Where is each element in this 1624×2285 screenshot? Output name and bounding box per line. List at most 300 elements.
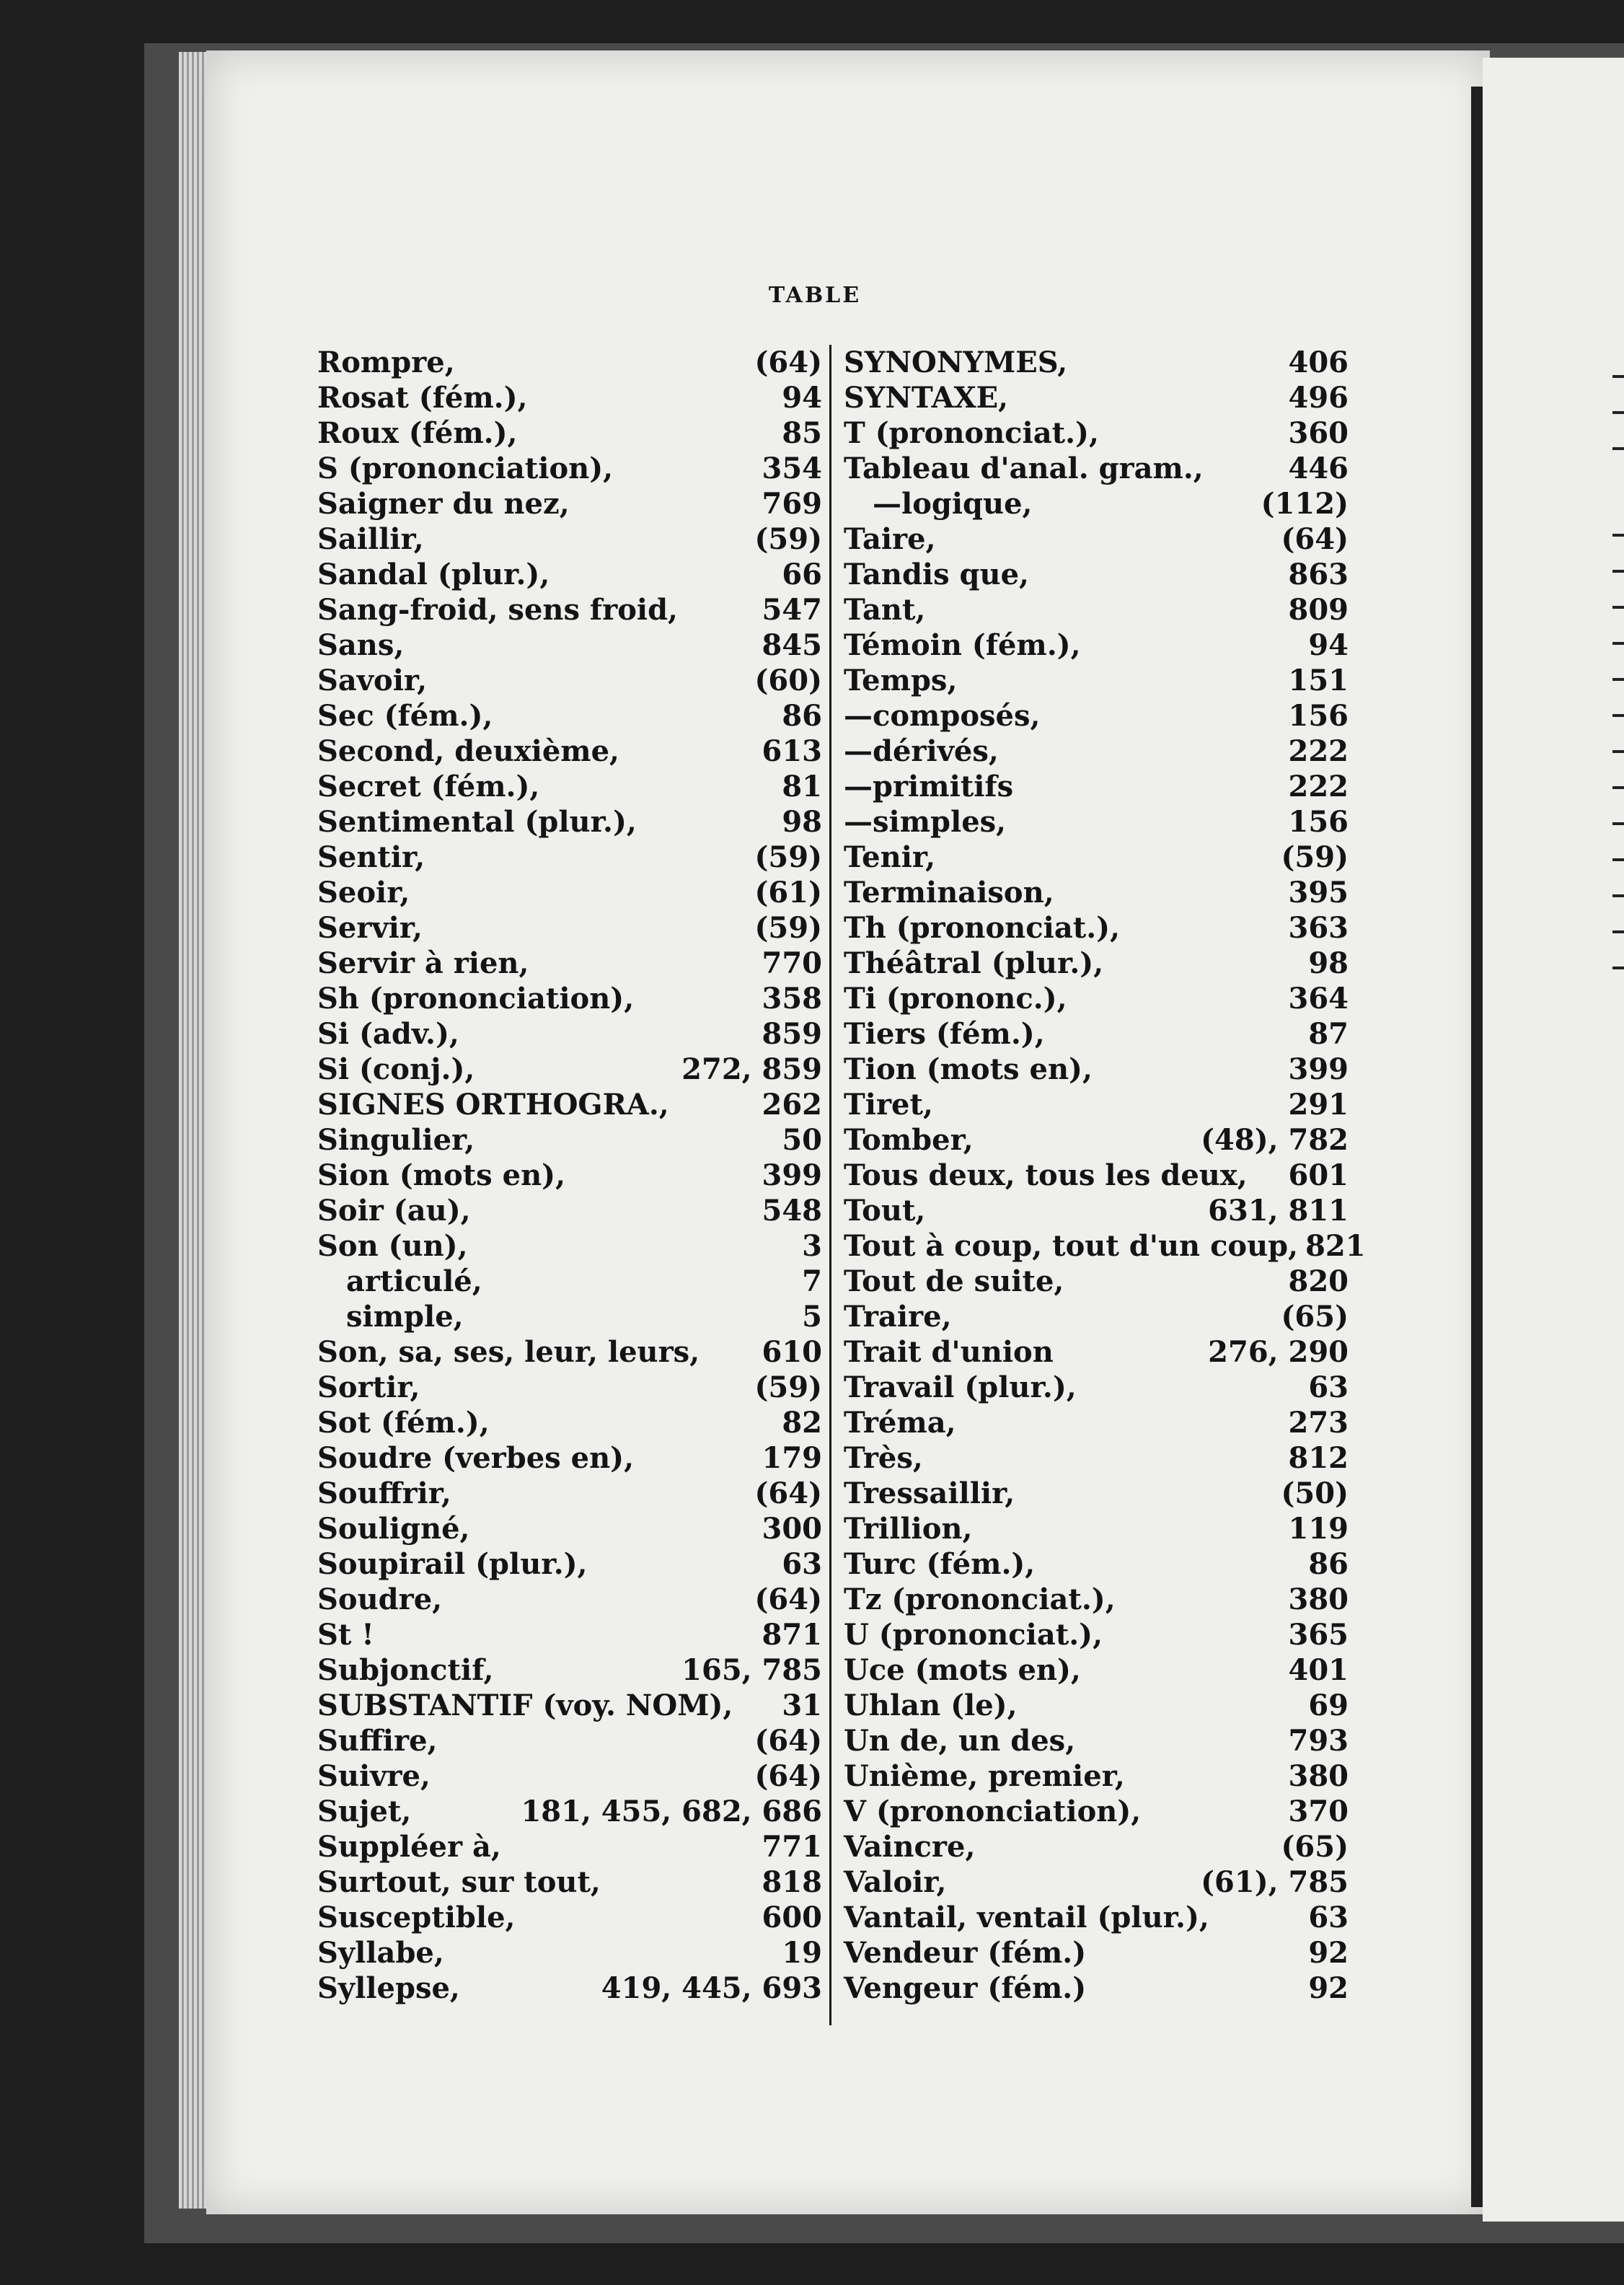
index-term: V (prononciation),	[844, 1795, 1142, 1828]
index-page-refs: (65)	[1281, 1830, 1349, 1864]
index-page-refs: 92	[1308, 1971, 1349, 2005]
index-page-refs: 820	[1288, 1264, 1349, 1298]
index-term: Suffire,	[317, 1724, 438, 1758]
index-page-refs: 63	[1308, 1901, 1349, 1934]
index-entry	[844, 769, 1349, 804]
index-term: Terminaison,	[844, 876, 1054, 910]
index-entry	[317, 628, 822, 663]
index-term: SUBSTANTIF (voy. NOM),	[317, 1689, 733, 1722]
index-page-refs: 771	[762, 1830, 822, 1864]
index-entry	[844, 592, 1349, 628]
index-page-refs: 276, 290	[1208, 1335, 1349, 1369]
index-page-refs: 262	[762, 1088, 822, 1122]
index-entry	[317, 345, 822, 380]
index-entry	[317, 1864, 822, 1900]
index-entry	[844, 1440, 1349, 1476]
index-term: —logique,	[873, 487, 1033, 521]
index-term: Savoir,	[317, 664, 428, 697]
index-entry	[844, 380, 1349, 415]
index-entry	[317, 1087, 822, 1122]
index-entry	[317, 1158, 822, 1193]
index-entry	[317, 1652, 822, 1688]
index-entry	[844, 804, 1349, 840]
index-column-right	[844, 345, 1366, 2006]
index-entry	[844, 698, 1349, 734]
index-entry	[317, 910, 822, 946]
index-term: Trait d'union	[844, 1335, 1054, 1369]
index-term: Souffrir,	[317, 1476, 451, 1510]
index-entry	[844, 628, 1349, 663]
index-term: Tant,	[844, 593, 926, 627]
index-entry	[844, 840, 1349, 875]
index-term: Vaincre,	[844, 1830, 976, 1864]
index-page-refs: (59)	[754, 522, 822, 556]
index-entry	[317, 486, 822, 521]
index-page-refs: 770	[762, 946, 822, 980]
facing-rule	[1612, 534, 1624, 537]
index-page-refs: 94	[782, 381, 822, 415]
index-page-refs: (61), 785	[1201, 1865, 1349, 1899]
facing-rule	[1612, 570, 1624, 573]
index-term: Tomber,	[844, 1123, 974, 1157]
index-term: —simples,	[844, 805, 1007, 839]
index-page-refs: 809	[1288, 593, 1349, 627]
index-entry	[844, 1511, 1349, 1546]
index-page-refs: 291	[1288, 1088, 1349, 1122]
index-page-refs: (50)	[1281, 1476, 1349, 1510]
index-term: articulé,	[346, 1264, 482, 1298]
index-entry	[844, 486, 1349, 521]
index-page-refs: (48), 782	[1201, 1123, 1349, 1157]
index-page-refs: 821	[1305, 1229, 1366, 1263]
index-page-refs: (59)	[754, 911, 822, 945]
facing-rule	[1612, 642, 1624, 645]
index-term: Tz (prononciat.),	[844, 1582, 1116, 1616]
book-gutter	[1471, 87, 1483, 2207]
index-page-refs: 399	[1288, 1052, 1349, 1086]
index-term: Théâtral (plur.),	[844, 946, 1104, 980]
index-term: SIGNES ORTHOGRA.,	[317, 1088, 669, 1122]
index-page-refs: 86	[1308, 1547, 1349, 1581]
index-page-refs: 94	[1308, 628, 1349, 662]
index-page-refs: 871	[762, 1618, 822, 1652]
index-entry	[317, 1264, 822, 1299]
index-entry	[844, 663, 1349, 698]
index-entry	[317, 1511, 822, 1546]
index-page-refs: 845	[762, 628, 822, 662]
index-page-refs: 363	[1288, 911, 1349, 945]
index-term: —dérivés,	[844, 734, 999, 768]
index-term: Vantail, ventail (plur.),	[844, 1901, 1209, 1934]
index-term: Tout,	[844, 1194, 926, 1228]
index-entry	[844, 1971, 1349, 2006]
index-term: Trillion,	[844, 1512, 973, 1546]
facing-rule	[1612, 606, 1624, 609]
index-entry	[844, 1864, 1349, 1900]
index-term: Si (adv.),	[317, 1017, 459, 1051]
index-page-refs: 87	[1308, 1017, 1349, 1051]
index-term: SYNTAXE,	[844, 381, 1009, 415]
index-term: Soudre (verbes en),	[317, 1441, 635, 1475]
index-page-refs: 547	[762, 593, 822, 627]
index-page-refs: 859	[762, 1017, 822, 1051]
index-term: Susceptible,	[317, 1901, 516, 1934]
index-page-refs: 610	[762, 1335, 822, 1369]
index-entry	[317, 1334, 822, 1370]
index-entry	[844, 1264, 1349, 1299]
index-term: Uhlan (le),	[844, 1689, 1018, 1722]
index-entry	[317, 1900, 822, 1935]
index-term: Unième, premier,	[844, 1759, 1125, 1793]
index-page-refs: 165, 785	[681, 1653, 822, 1687]
index-entry	[317, 1370, 822, 1405]
index-page-refs: 354	[762, 452, 822, 485]
index-entry	[317, 1440, 822, 1476]
index-column-left	[317, 345, 822, 2006]
index-term: Rompre,	[317, 345, 455, 379]
facing-rule	[1612, 447, 1624, 450]
index-page-refs: 769	[762, 487, 822, 521]
index-entry	[844, 1617, 1349, 1652]
index-term: Si (conj.),	[317, 1052, 475, 1086]
index-term: Traire,	[844, 1300, 952, 1334]
index-entry	[844, 1582, 1349, 1617]
index-page-refs: 601	[1288, 1158, 1349, 1192]
index-term: Tous deux, tous les deux,	[844, 1158, 1248, 1192]
index-entry	[317, 698, 822, 734]
index-page-refs: 179	[762, 1441, 822, 1475]
index-term: simple,	[346, 1300, 464, 1334]
index-page-refs: 446	[1288, 452, 1349, 485]
index-term: —composés,	[844, 699, 1041, 733]
index-page-refs: 793	[1288, 1724, 1349, 1758]
index-page-refs: 7	[802, 1264, 822, 1298]
index-page-refs: (59)	[754, 840, 822, 874]
index-term: Saillir,	[317, 522, 424, 556]
index-entry	[844, 1723, 1349, 1758]
index-page-refs: 82	[782, 1406, 822, 1440]
index-term: Vendeur (fém.)	[844, 1936, 1087, 1970]
index-page-refs: 50	[782, 1123, 822, 1157]
index-term: Témoin (fém.),	[844, 628, 1081, 662]
index-entry	[317, 1758, 822, 1794]
index-term: Temps,	[844, 664, 958, 697]
index-entry	[317, 415, 822, 451]
index-entry	[844, 521, 1349, 557]
index-page-refs: 496	[1288, 381, 1349, 415]
index-entry	[317, 1794, 822, 1829]
index-entry	[317, 804, 822, 840]
index-page-refs: 812	[1288, 1441, 1349, 1475]
index-term: Uce (mots en),	[844, 1653, 1081, 1687]
facing-rule	[1612, 858, 1624, 861]
index-page-refs: 5	[802, 1300, 822, 1334]
index-page-refs: 63	[782, 1547, 822, 1581]
facing-rule	[1612, 822, 1624, 825]
index-page-refs: 222	[1288, 770, 1349, 804]
facing-rule	[1612, 678, 1624, 681]
index-term: Tiret,	[844, 1088, 933, 1122]
index-entry	[844, 1935, 1349, 1971]
index-term: Saigner du nez,	[317, 487, 570, 521]
index-entry	[844, 345, 1349, 380]
index-term: Singulier,	[317, 1123, 475, 1157]
index-page-refs: 81	[782, 770, 822, 804]
index-term: Sujet,	[317, 1795, 412, 1828]
index-entry	[844, 1158, 1349, 1193]
index-entry	[317, 1688, 822, 1723]
index-entry	[317, 592, 822, 628]
index-page-refs: 863	[1288, 558, 1349, 591]
index-page-refs: 156	[1288, 805, 1349, 839]
facing-rule	[1612, 411, 1624, 414]
facing-rule	[1612, 786, 1624, 789]
index-term: Turc (fém.),	[844, 1547, 1036, 1581]
facing-rule	[1612, 714, 1624, 717]
index-term: Servir à rien,	[317, 946, 529, 980]
index-page-refs: 631, 811	[1208, 1194, 1349, 1228]
index-term: Travail (plur.),	[844, 1370, 1077, 1404]
index-entry	[844, 1228, 1366, 1264]
index-term: Vengeur (fém.)	[844, 1971, 1087, 2005]
index-entry	[317, 1935, 822, 1971]
index-entry	[317, 1299, 822, 1334]
index-page-refs: 370	[1288, 1795, 1349, 1828]
index-entry	[317, 1617, 822, 1652]
index-term: Surtout, sur tout,	[317, 1865, 601, 1899]
index-entry	[844, 1334, 1349, 1370]
column-divider	[829, 345, 831, 2025]
index-entry	[317, 1829, 822, 1864]
index-term: Tressaillir,	[844, 1476, 1015, 1510]
index-entry	[317, 840, 822, 875]
index-term: Tenir,	[844, 840, 935, 874]
index-entry	[317, 663, 822, 698]
index-page-refs: 69	[1308, 1689, 1349, 1722]
index-page-refs: 399	[762, 1158, 822, 1192]
index-page-refs: 273	[1288, 1406, 1349, 1440]
facing-rule	[1612, 750, 1624, 753]
index-page-refs: 548	[762, 1194, 822, 1228]
index-term: Sec (fém.),	[317, 699, 493, 733]
index-page-refs: 66	[782, 558, 822, 591]
index-term: Son, sa, ses, leur, leurs,	[317, 1335, 700, 1369]
index-entry	[844, 1370, 1349, 1405]
index-page-refs: 86	[782, 699, 822, 733]
index-page-refs: 92	[1308, 1936, 1349, 1970]
index-page-refs: 380	[1288, 1582, 1349, 1616]
index-page-refs: 31	[782, 1689, 822, 1722]
index-page-refs: 613	[762, 734, 822, 768]
index-term: St !	[317, 1618, 374, 1652]
index-page-refs: (59)	[1281, 840, 1349, 874]
index-page-refs: 98	[782, 805, 822, 839]
index-term: Tion (mots en),	[844, 1052, 1093, 1086]
index-entry	[844, 557, 1349, 592]
index-page-refs: 151	[1288, 664, 1349, 697]
index-term: T (prononciat.),	[844, 416, 1099, 450]
index-entry	[317, 946, 822, 981]
index-page-refs: 98	[1308, 946, 1349, 980]
index-term: S (prononciation),	[317, 452, 614, 485]
index-term: Sortir,	[317, 1370, 420, 1404]
index-entry	[317, 1546, 822, 1582]
index-entry	[317, 1122, 822, 1158]
index-entry	[844, 1087, 1349, 1122]
index-term: Son (un),	[317, 1229, 468, 1263]
index-term: Seoir,	[317, 876, 410, 910]
index-entry	[317, 1016, 822, 1052]
index-entry	[844, 981, 1349, 1016]
index-entry	[844, 1688, 1349, 1723]
index-entry	[317, 521, 822, 557]
index-term: —primitifs	[844, 770, 1014, 804]
index-page-refs: (65)	[1281, 1300, 1349, 1334]
index-page-refs: (59)	[754, 1370, 822, 1404]
index-page-refs: 300	[762, 1512, 822, 1546]
index-entry	[317, 981, 822, 1016]
index-page-refs: 401	[1288, 1653, 1349, 1687]
index-page-refs: (64)	[754, 1476, 822, 1510]
index-term: Soudre,	[317, 1582, 443, 1616]
index-page-refs: (112)	[1261, 487, 1349, 521]
index-term: Roux (fém.),	[317, 416, 518, 450]
index-term: Tréma,	[844, 1406, 956, 1440]
index-term: Suivre,	[317, 1759, 431, 1793]
index-page-refs: 380	[1288, 1759, 1349, 1793]
index-term: Sion (mots en),	[317, 1158, 566, 1192]
index-page-refs: 395	[1288, 876, 1349, 910]
page-edges	[179, 52, 208, 2209]
index-entry	[844, 1829, 1349, 1864]
index-term: U (prononciat.),	[844, 1618, 1103, 1652]
index-term: Sans,	[317, 628, 405, 662]
index-entry	[317, 1971, 822, 2006]
index-term: Tiers (fém.),	[844, 1017, 1045, 1051]
index-page-refs: 119	[1288, 1512, 1349, 1546]
index-term: Valoir,	[844, 1865, 947, 1899]
index-page-refs: (64)	[754, 1724, 822, 1758]
index-term: Sentimental (plur.),	[317, 805, 637, 839]
index-entry	[317, 769, 822, 804]
facing-rule	[1612, 967, 1624, 969]
index-term: Sandal (plur.),	[317, 558, 550, 591]
facing-rule	[1612, 930, 1624, 933]
index-entry	[844, 1405, 1349, 1440]
index-entry	[317, 875, 822, 910]
index-entry	[844, 910, 1349, 946]
index-term: Sh (prononciation),	[317, 982, 635, 1016]
index-page-refs: (64)	[754, 1759, 822, 1793]
index-page-refs: 360	[1288, 416, 1349, 450]
index-entry	[844, 1299, 1349, 1334]
index-entry	[317, 734, 822, 769]
index-page-refs: 419, 445, 693	[601, 1971, 822, 2005]
index-term: Tandis que,	[844, 558, 1029, 591]
index-entry	[844, 875, 1349, 910]
index-entry	[844, 1476, 1349, 1511]
index-entry	[844, 1900, 1349, 1935]
index-page-refs: 358	[762, 982, 822, 1016]
index-entry	[317, 1228, 822, 1264]
index-term: Sentir,	[317, 840, 425, 874]
index-entry	[844, 1546, 1349, 1582]
index-page-refs: 181, 455, 682, 686	[521, 1795, 822, 1828]
index-term: Th (prononciat.),	[844, 911, 1120, 945]
index-page-refs: 222	[1288, 734, 1349, 768]
index-entry	[844, 1052, 1349, 1087]
index-page-refs: 406	[1288, 345, 1349, 379]
index-term: Soupirail (plur.),	[317, 1547, 588, 1581]
index-term: Subjonctif,	[317, 1653, 494, 1687]
index-term: Ti (prononc.),	[844, 982, 1067, 1016]
index-page-refs: (61)	[754, 876, 822, 910]
index-page-refs: 364	[1288, 982, 1349, 1016]
index-entry	[317, 1723, 822, 1758]
index-term: Servir,	[317, 911, 423, 945]
index-term: Taire,	[844, 522, 936, 556]
index-entry	[844, 734, 1349, 769]
index-term: Syllabe,	[317, 1936, 444, 1970]
index-term: Tableau d'anal. gram.,	[844, 452, 1204, 485]
index-entry	[317, 557, 822, 592]
index-entry	[317, 1405, 822, 1440]
index-page-refs: (64)	[754, 1582, 822, 1616]
facing-page-edge	[1483, 58, 1624, 2222]
index-entry	[844, 1193, 1349, 1228]
index-entry	[317, 1193, 822, 1228]
index-entry	[317, 451, 822, 486]
index-entry	[844, 1652, 1349, 1688]
index-entry	[844, 1794, 1349, 1829]
index-entry	[317, 1052, 822, 1087]
index-entry	[317, 380, 822, 415]
facing-rule	[1612, 894, 1624, 897]
index-term: Suppléer à,	[317, 1830, 501, 1864]
index-entry	[844, 1016, 1349, 1052]
index-entry	[844, 451, 1349, 486]
index-page-refs: 272, 859	[681, 1052, 822, 1086]
index-page-refs: 19	[782, 1936, 822, 1970]
index-term: Souligné,	[317, 1512, 470, 1546]
index-page-refs: 85	[782, 416, 822, 450]
index-entry	[317, 1476, 822, 1511]
index-term: Tout à coup, tout d'un coup,	[844, 1229, 1299, 1263]
index-entry	[844, 1122, 1349, 1158]
index-term: Sot (fém.),	[317, 1406, 490, 1440]
index-term: Secret (fém.),	[317, 770, 540, 804]
index-term: Soir (au),	[317, 1194, 471, 1228]
page-title: TABLE	[768, 283, 862, 308]
index-entry	[844, 946, 1349, 981]
index-page-refs: (64)	[1281, 522, 1349, 556]
index-term: Sang-froid, sens froid,	[317, 593, 678, 627]
facing-rule	[1612, 375, 1624, 378]
index-page-refs: (64)	[754, 345, 822, 379]
index-entry	[317, 1582, 822, 1617]
index-page-refs: 818	[762, 1865, 822, 1899]
index-term: SYNONYMES,	[844, 345, 1068, 379]
index-term: Syllepse,	[317, 1971, 460, 2005]
index-term: Tout de suite,	[844, 1264, 1064, 1298]
index-entry	[844, 415, 1349, 451]
index-page-refs: 365	[1288, 1618, 1349, 1652]
index-entry	[844, 1758, 1349, 1794]
index-term: Rosat (fém.),	[317, 381, 528, 415]
index-term: Très,	[844, 1441, 923, 1475]
index-term: Second, deuxième,	[317, 734, 619, 768]
index-term: Un de, un des,	[844, 1724, 1076, 1758]
